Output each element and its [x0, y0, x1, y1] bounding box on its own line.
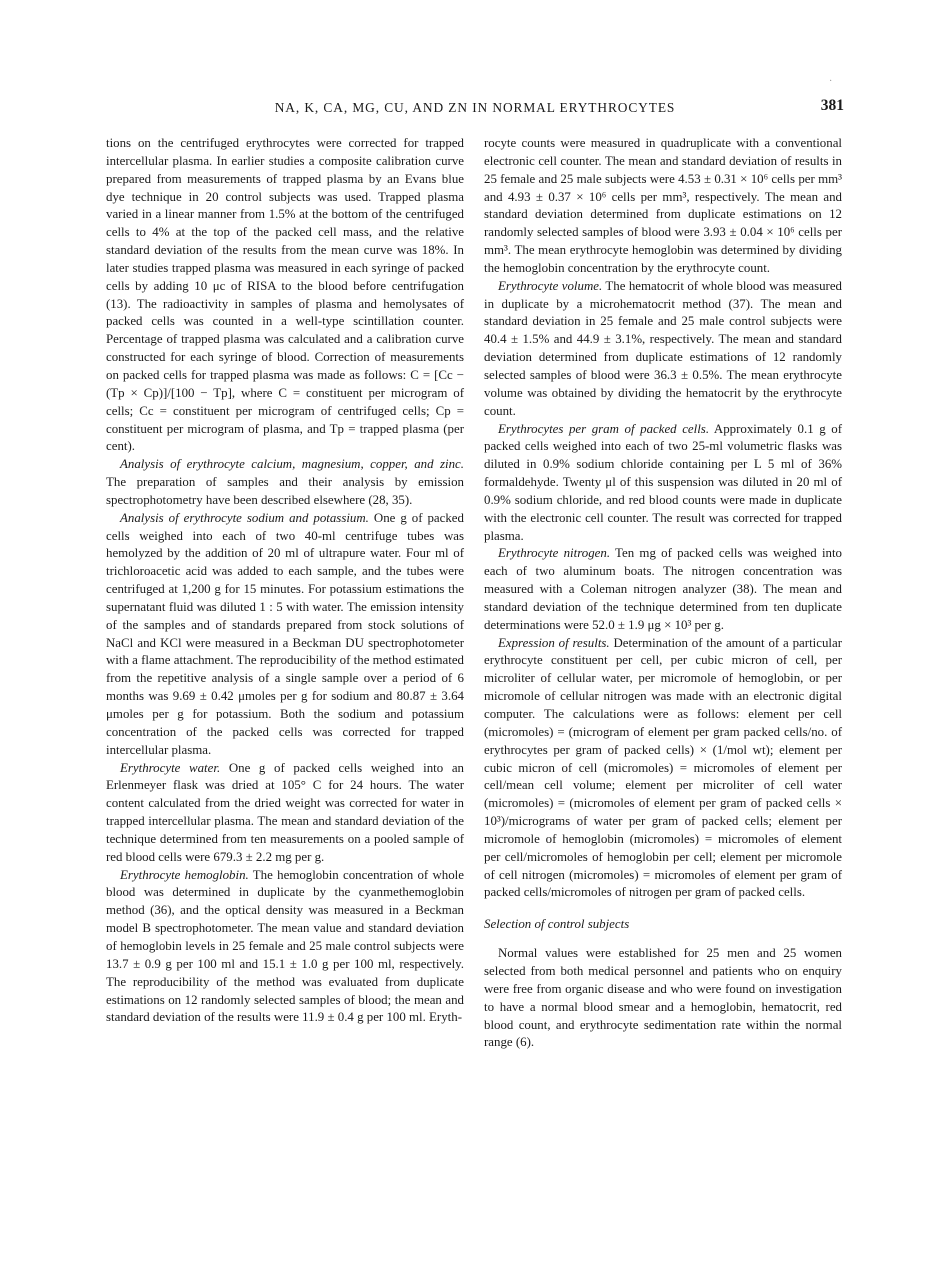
page-number: 381	[820, 97, 844, 114]
paragraph-body: The preparation of samples and their analysis by emission spectrophotometry have been described elsewhere (28, 35).	[106, 475, 464, 507]
paragraph-body: Approximately 0.1 g of packed cells weighed into each of two 25-ml volumetric flasks was diluted in 0.9% sodium chloride containing per L 5 ml of 36% formaldehyde. Twenty μl of this suspension was diluted in 20 ml of 0.9% sodium chloride, and red blood counts were made in duplicate with the electronic cell counter. The result was corrected for trapped plasma.	[484, 421, 842, 543]
paragraph-body: One g of packed cells weighed into each of two 40-ml centrifuge tubes was hemolyzed by the addition of 20 ml of ultrapure water. Four ml of trichloroacetic acid was added to each sample, and the tubes were centrifuged at 1,200 g for 15 minutes. For potassium estimations the supernatant fluid was diluted 1 : 5 with water. The emission intensity of the samples and of standards prepared from stock solutions of NaCl and KCl were measured in a Beckman DU spectrophotometer with a flame attachment. The reproducibility of the method estimated from the repetitive analysis of a single sample over a period of 6 months was 9.69 ± 0.42 μmoles per g for sodium and 80.87 ± 3.64 μmoles per g for potassium. Both the sodium and potassium concentration of the packed cells was corrected for trapped intercellular plasma.	[106, 510, 464, 757]
paragraph-volume	[484, 278, 842, 421]
paragraph-body: Determination of the amount of a particular erythrocyte constituent per cell, per cubic micron of cell, per microliter of cellular water, per micromole of hemoglobin, or per micromole of cellular nitrogen was made with an electronic digital computer. The calculations were as follows: element per cell (micromoles) = (microgram of element per gram packed cells/no. of erythrocytes per gram of packed cells) × (1/mol wt); element per cubic micron of cell (micromoles) = micromoles of element per cell/mean cell volume; element per microliter of cell water (micromoles) = (micromoles of element per gram of packed cells × 10³)/micrograms of water per gram of packed cells; element per micromole of hemoglobin (micromoles) = micromoles of element per cell/micromoles of hemoglobin per cell; element per micromole of cell nitrogen (micromoles) = micromoles of element per gram of packed cells/micromoles of nitrogen per gram of packed cells.	[484, 635, 842, 900]
paragraph-nitrogen	[484, 545, 842, 634]
paragraph-hemoglobin	[106, 867, 464, 1028]
running-head-title: NA, K, CA, MG, CU, AND ZN IN NORMAL ERYTHROCYTES	[274, 100, 676, 115]
paragraph-body: The hemoglobin concentration of whole blood was determined in duplicate by the cyanmethemoglobin method (36), and the optical density was measured in a Beckman model B spectrophotometer. The mean value and standard deviation of hemoglobin levels in 25 female and 25 male control subjects were 13.7 ± 0.9 g per 100 ml and 15.1 ± 1.0 g per 100 ml, respectively. The reproducibility of the method was evaluated from duplicate estimations on 12 randomly selected samples of blood; the mean and standard deviation of the results were 11.9 ± 0.4 g per 100 ml. Eryth-	[106, 867, 464, 1025]
paragraph-water	[106, 760, 464, 867]
left-column	[106, 135, 464, 1027]
paragraph-body: Ten mg of packed cells was weighed into each of two aluminum boats. The nitrogen concentration was measured with a Coleman nitrogen analyzer (38). The mean and standard deviation of the technique determined from ten duplicate determinations were 52.0 ± 1.9 μg × 10³ per g.	[484, 546, 842, 632]
runin-heading: Erythrocyte hemoglobin.	[120, 867, 249, 882]
right-column	[484, 135, 842, 1052]
paragraph-erythrocyte-counts: rocyte counts were measured in quadruplicate with a conventional electronic cell counter. The mean and standard deviation of results in 25 female and 25 male subjects were 4.53 ± 0.31 × 10⁶ cells per mm³ and 4.93 ± 0.37 × 10⁶ cells per mm³, respectively. The mean and standard deviation determined from duplicate estimations on 12 randomly selected samples of blood were 3.93 ± 0.04 × 10⁶ cells per mm³. The mean erythrocyte hemoglobin was determined by dividing the hemoglobin concentration by the erythrocyte count.	[484, 136, 842, 275]
paragraph-control-subjects: Normal values were established for 25 men and 25 women selected from both medical personnel and patients who on enquiry were free from organic disease and who were found on investigation to have a normal blood smear and a hemoglobin, hematocrit, red blood count, and erythrocyte sedimentation rate within the normal range (6).	[484, 946, 842, 1050]
runin-heading: Analysis of erythrocyte calcium, magnesium, copper, and zinc.	[120, 457, 464, 472]
stray-mark: ·	[829, 76, 833, 87]
runin-heading: Erythrocyte water.	[120, 760, 221, 775]
section-heading: Selection of control subjects	[484, 917, 630, 932]
paragraph-ca-mg-cu-zn	[106, 456, 464, 510]
runin-heading: Erythrocytes per gram of packed cells.	[498, 421, 710, 436]
paragraph-body: The hematocrit of whole blood was measured in duplicate by a microhematocrit method (37). The mean and standard deviation in 25 female and 25 male control subjects were 40.4 ± 1.5% and 44.9 ± 3.1%, respectively. The mean and standard deviation determined from duplicate estimations of 12 randomly selected samples of blood were 36.3 ± 0.5%. The mean erythrocyte volume was obtained by dividing the hematocrit by the erythrocyte count.	[484, 278, 842, 418]
paragraph-per-gram	[484, 421, 842, 546]
paragraph-expression	[484, 635, 842, 903]
runin-heading: Analysis of erythrocyte sodium and potassium.	[120, 510, 369, 525]
runin-heading: Erythrocyte volume.	[498, 278, 603, 293]
runin-heading: Erythrocyte nitrogen.	[498, 546, 611, 561]
paragraph-body: One g of packed cells weighed into an Erlenmeyer flask was dried at 105° C for 24 hours. The water content calculated from the dried weight was corrected for water in trapped intercellular plasma. The mean and standard deviation of the technique determined from ten measurements on a pooled sample of red blood cells were 679.3 ± 2.2 mg per g.	[106, 760, 464, 864]
paragraph-trapped-plasma: tions on the centrifuged erythrocytes were corrected for trapped intercellular plasma. In earlier studies a composite calibration curve prepared from measurements of trapped plasma by an Evans blue dye technique in 20 control subjects was used. Trapped plasma varied in a linear manner from 1.5% at the bottom of the centrifuged cells to 4% at the top of the packed cell mass, and the relative standard deviation of the results from the mean curve was 18%. In later studies trapped plasma was measured in each syringe of packed cells by adding 10 μc of RISA to the blood before centrifugation (13). The radioactivity in samples of plasma and hemolysates of packed cells was counted in a well-type scintillation counter. Percentage of trapped plasma was calculated and a calibration curve constructed for each syringe of blood. Correction of measurements on packed cells for trapped plasma was made as follows: C = [Cc − (Tp × Cp)]/[100 − Tp], where C = constituent per microgram of cells; Cc = constituent per microgram of centrifuged cells; Cp = constituent per microgram of plasma, and Tp = trapped plasma (per cent).	[106, 136, 464, 454]
paragraph-na-k	[106, 510, 464, 760]
runin-heading: Expression of results.	[498, 635, 610, 650]
